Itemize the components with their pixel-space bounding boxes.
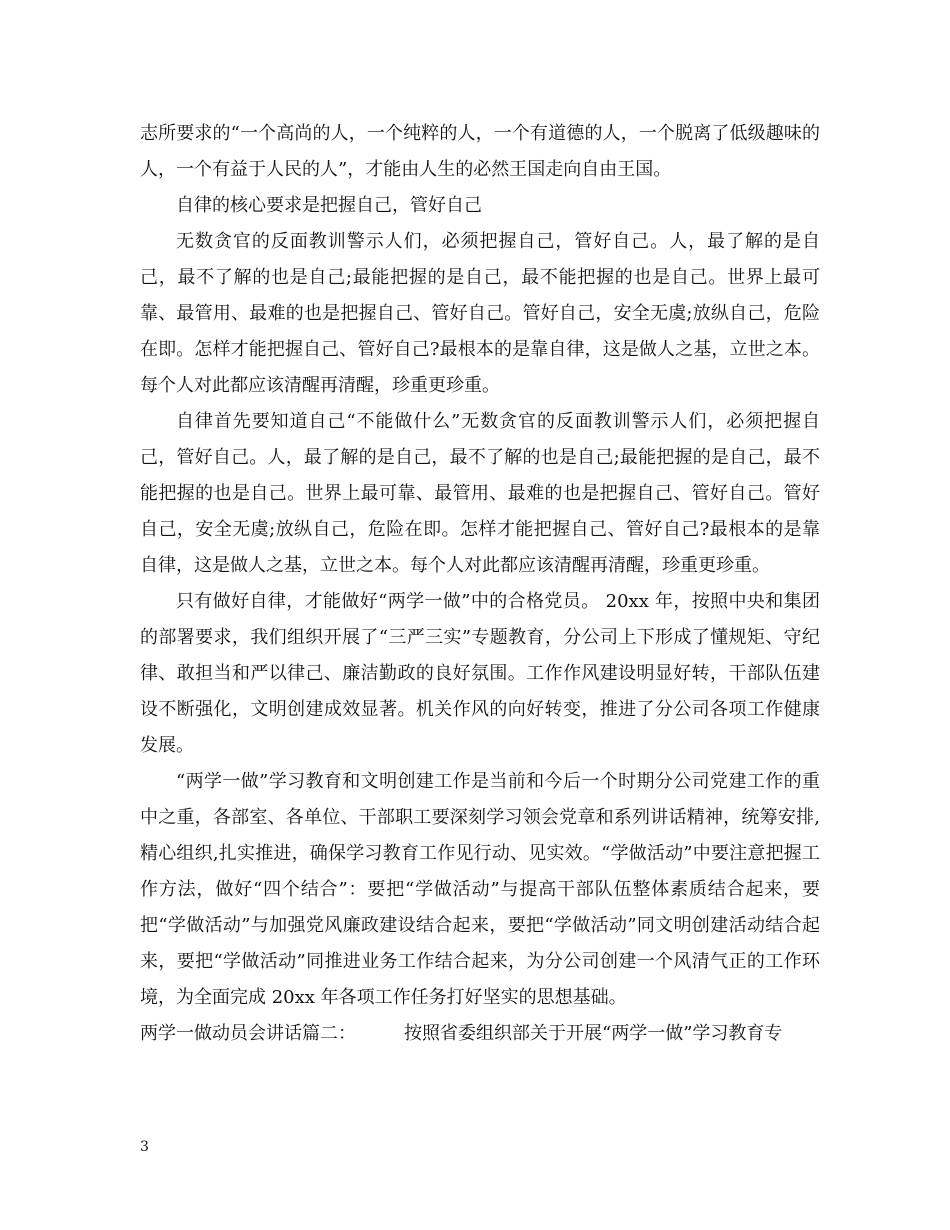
closing-line	[140, 1016, 820, 1052]
section-heading: 两学一做动员会讲话篇二：	[140, 1023, 356, 1044]
page-number: 3	[140, 1139, 149, 1155]
document-body	[140, 116, 820, 1052]
paragraph-5: 只有做好自律，才能做好“两学一做”中的合格党员。 20xx 年，按照中央和集团的部署要求，我们组织开展了“三严三实”专题教育，分公司上下形成了懂规矩、守纪律、敢担当和严以律己、廉洁勤政的良好氛围。工作作风建设明显好转，干部队伍建设不断强化，文明创建成效显著。机关作风的向好转变，推进了分公司各项工作健康发展。	[140, 591, 820, 756]
paragraph-2: 自律的核心要求是把握自己，管好自己	[176, 195, 482, 216]
paragraph-1: 志所要求的“一个高尚的人，一个纯粹的人，一个有道德的人，一个脱离了低级趣味的人，一个有益于人民的人”，才能由人生的必然王国走向自由王国。	[140, 123, 820, 180]
paragraph-3: 无数贪官的反面教训警示人们，必须把握自己，管好自己。人，最了解的是自己，最不了解的也是自己;最能把握的是自己，最不能把握的也是自己。世界上最可靠、最管用、最难的也是把握自己、管好自己。管好自己，安全无虞;放纵自己，危险在即。怎样才能把握自己、管好自己?最根本的是靠自律，这是做人之基，立世之本。每个人对此都应该清醒再清醒，珍重更珍重。	[140, 231, 820, 396]
paragraph-6: “两学一做”学习教育和文明创建工作是当前和今后一个时期分公司党建工作的重中之重，各部室、各单位、干部职工要深刻学习领会党章和系列讲话精神，统筹安排,精心组织,扎实推进，确保学习教育工作见行动、见实效。“学做活动”中要注意把握工作方法，做好“四个结合”：要把“学做活动”与提高干部队伍整体素质结合起来，要把“学做活动”与加强党风廉政建设结合起来，要把“学做活动”同文明创建活动结合起来，要把“学做活动”同推进业务工作结合起来，为分公司创建一个风清气正的工作环境，为全面完成 20xx 年各项工作任务打好坚实的思想基础。	[140, 771, 820, 1008]
closing-text: 按照省委组织部关于开展“两学一做”学习教育专	[404, 1023, 783, 1044]
paragraph-4: 自律首先要知道自己“不能做什么”无数贪官的反面教训警示人们，必须把握自己，管好自己。人，最了解的是自己，最不了解的也是自己;最能把握的是自己，最不能把握的也是自己。世界上最可靠、最管用、最难的也是把握自己、管好自己。管好自己，安全无虞;放纵自己，危险在即。怎样才能把握自己、管好自己?最根本的是靠自律，这是做人之基，立世之本。每个人对此都应该清醒再清醒，珍重更珍重。	[140, 411, 820, 576]
